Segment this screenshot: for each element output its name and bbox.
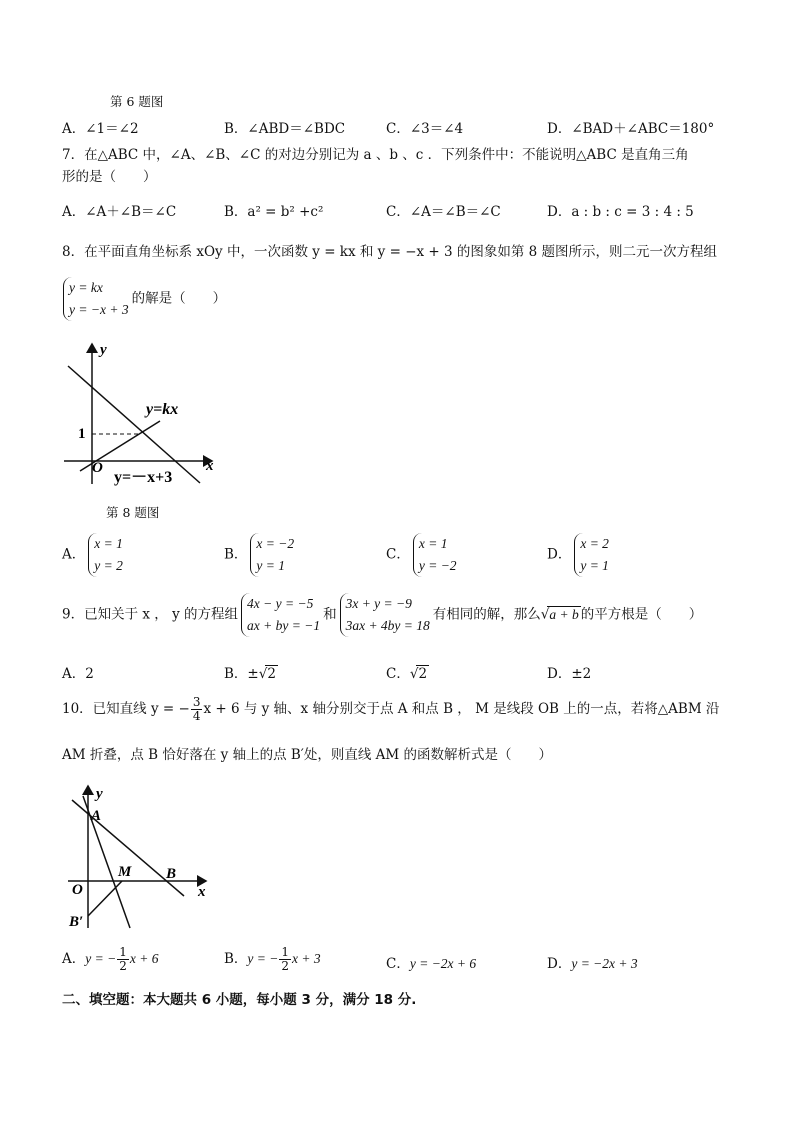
q9-option-b-rad: 2 [267, 666, 276, 682]
q8-system [60, 277, 226, 321]
q8-label-y: y [100, 342, 107, 358]
q10-option-c[interactable] [386, 952, 476, 972]
q7-option-c[interactable]: C．∠A＝∠B＝∠C [386, 204, 501, 220]
q10-option-a[interactable] [62, 946, 158, 973]
q8-label-origin: O [92, 460, 103, 476]
q8-system-eq1: y = kx [69, 280, 103, 295]
q10-frac-den: 4 [192, 709, 201, 723]
q9-sys1-eq1: 4x − y = −5 [247, 596, 314, 611]
q10-option-b-den: 2 [281, 959, 290, 973]
q8-option-a-eq2: y = 2 [94, 558, 123, 573]
q8-option-d[interactable] [547, 533, 612, 577]
q6-option-c[interactable]: C．∠3＝∠4 [386, 121, 464, 137]
q10-option-d-value: y = −2x + 3 [571, 956, 638, 971]
q9-suffix: 的平方根是（ ） [580, 606, 703, 623]
q10-frac-num: 3 [192, 695, 201, 709]
q8-option-b-eq2: y = 1 [256, 558, 286, 573]
q6-option-d[interactable]: D．∠BAD＋∠ABC＝180° [547, 121, 715, 137]
q9-sys2-eq1: 3x + y = −9 [345, 596, 412, 611]
section2-heading: 二、填空题：本大题共 6 小题，每小题 3 分，满分 18 分. [62, 992, 417, 1008]
q8-option-a-letter: A． [62, 546, 86, 563]
q8-option-c-eq2: y = −2 [418, 558, 457, 573]
q10-option-b-num: 1 [281, 945, 290, 959]
q6-option-a[interactable]: A．∠1＝∠2 [62, 121, 139, 137]
q10-label-a: A [91, 808, 102, 824]
q10-label-y: y [96, 786, 103, 802]
q10-stem-line2: AM 折叠，点 B 恰好落在 y 轴上的点 B′处，则直线 AM 的函数解析式是（ ） [62, 747, 553, 763]
q8-caption: 第 8 题图 [106, 505, 160, 520]
q9-option-c-letter: C． [386, 666, 410, 682]
q10-prefix: 10．已知直线 y = − [62, 701, 190, 717]
q9-option-b-letter: B． [224, 666, 248, 682]
q8-option-c[interactable] [386, 533, 460, 577]
q10-label-x: x [198, 884, 206, 900]
q10-option-d-letter: D． [547, 956, 572, 972]
q9-option-a-value: 2 [85, 666, 94, 682]
q10-label-b: B [166, 866, 177, 882]
q8-option-d-eq2: y = 1 [580, 558, 609, 573]
q9-option-b-pre: ± [247, 666, 259, 682]
q9-option-d-value: ±2 [571, 666, 592, 682]
q8-option-d-letter: D． [547, 546, 572, 563]
q8-option-b-letter: B． [224, 546, 248, 563]
q9-option-c-rad: 2 [418, 666, 428, 682]
q10-option-a-letter: A． [62, 951, 86, 967]
q8-option-a[interactable] [62, 533, 126, 577]
q10-option-b-pre: y = − [247, 951, 279, 966]
q7-option-d[interactable]: D．a : b : c = 3 : 4 : 5 [547, 204, 694, 220]
q9-middle: 有相同的解，那么 [432, 606, 541, 623]
q9-option-a-letter: A． [62, 666, 86, 682]
q9-option-d[interactable] [547, 662, 591, 682]
q10-option-a-pre: y = − [85, 951, 117, 966]
q10-label-o: O [72, 882, 83, 898]
q9-option-d-letter: D． [547, 666, 572, 682]
q9-prefix: 9．已知关于 x ， y 的方程组 [62, 606, 238, 623]
q10-option-c-value: y = −2x + 6 [409, 956, 477, 971]
q6-option-b[interactable]: B．∠ABD＝∠BDC [224, 121, 346, 137]
q7-option-a[interactable]: A．∠A＋∠B＝∠C [62, 204, 177, 220]
q10-option-b-letter: B． [224, 951, 248, 967]
q9-sys1-eq2: ax + by = −1 [247, 618, 321, 633]
q10-label-bprime: B′ [69, 914, 84, 930]
q9-stem: 9．已知关于 x ， y 的方程组 4x − y = −5 ax + by = −1 和 3x + y = −9 3ax + 4by = 18 有相同的解，那么√a + b 的平方根是（ ） [62, 593, 702, 637]
q10-option-b-post: x + 3 [292, 951, 321, 966]
q10-option-b[interactable] [224, 946, 321, 973]
q8-stem-line1: 8．在平面直角坐标系 xOy 中，一次函数 y = kx 和 y = −x + 3 的图象如第 8 题图所示，则二元一次方程组 [62, 244, 718, 260]
q8-label-one: 1 [78, 426, 86, 442]
q8-option-c-eq1: x = 1 [418, 536, 448, 551]
q10-option-a-post: x + 6 [129, 951, 159, 966]
q8-figure [60, 338, 225, 488]
q9-option-a[interactable] [62, 662, 94, 682]
q10-segment-bpm [88, 881, 122, 916]
q8-option-d-eq1: x = 2 [580, 536, 609, 551]
q8-option-b[interactable] [224, 533, 297, 577]
q8-option-b-eq1: x = −2 [256, 536, 295, 551]
q9-radicand: a + b [549, 606, 579, 622]
q8-label-line-neg: y=－x+3 [114, 469, 173, 486]
q8-option-c-letter: C． [386, 546, 410, 563]
q7-stem-line1: 7．在△ABC 中，∠A、∠B、∠C 的对边分别记为 a 、b 、c ．下列条件中：不能说明△ABC 是直角三角 [62, 147, 689, 163]
q10-option-a-den: 2 [119, 959, 127, 973]
q9-sys2-eq2: 3ax + 4by = 18 [345, 618, 430, 633]
q9-and: 和 [323, 606, 337, 623]
q8-option-a-eq1: x = 1 [94, 536, 123, 551]
q10-stem-line1 [62, 696, 719, 723]
q10-option-c-letter: C． [386, 956, 410, 972]
q10-figure [60, 778, 210, 936]
q10-option-d[interactable] [547, 952, 638, 972]
q6-caption: 第 6 题图 [110, 94, 164, 109]
q7-stem-line2: 形的是（ ） [62, 169, 157, 185]
q8-stem-tail: 的解是（ ） [131, 290, 227, 307]
q8-label-line-kx: y=kx [146, 401, 179, 418]
q8-system-eq2: y = −x + 3 [69, 302, 129, 317]
q8-label-x: x [206, 458, 214, 474]
q10-line1-rest: x + 6 与 y 轴、x 轴分别交于点 A 和点 B ， M 是线段 OB 上的一点，若将△ABM 沿 [203, 701, 720, 717]
q10-option-a-num: 1 [119, 945, 127, 959]
q10-label-m: M [118, 864, 132, 880]
q9-option-c[interactable]: C．√2 [386, 666, 428, 682]
q9-option-b[interactable]: B．±√2 [224, 666, 276, 682]
q7-option-b[interactable]: B．a² = b² +c² [224, 204, 324, 220]
